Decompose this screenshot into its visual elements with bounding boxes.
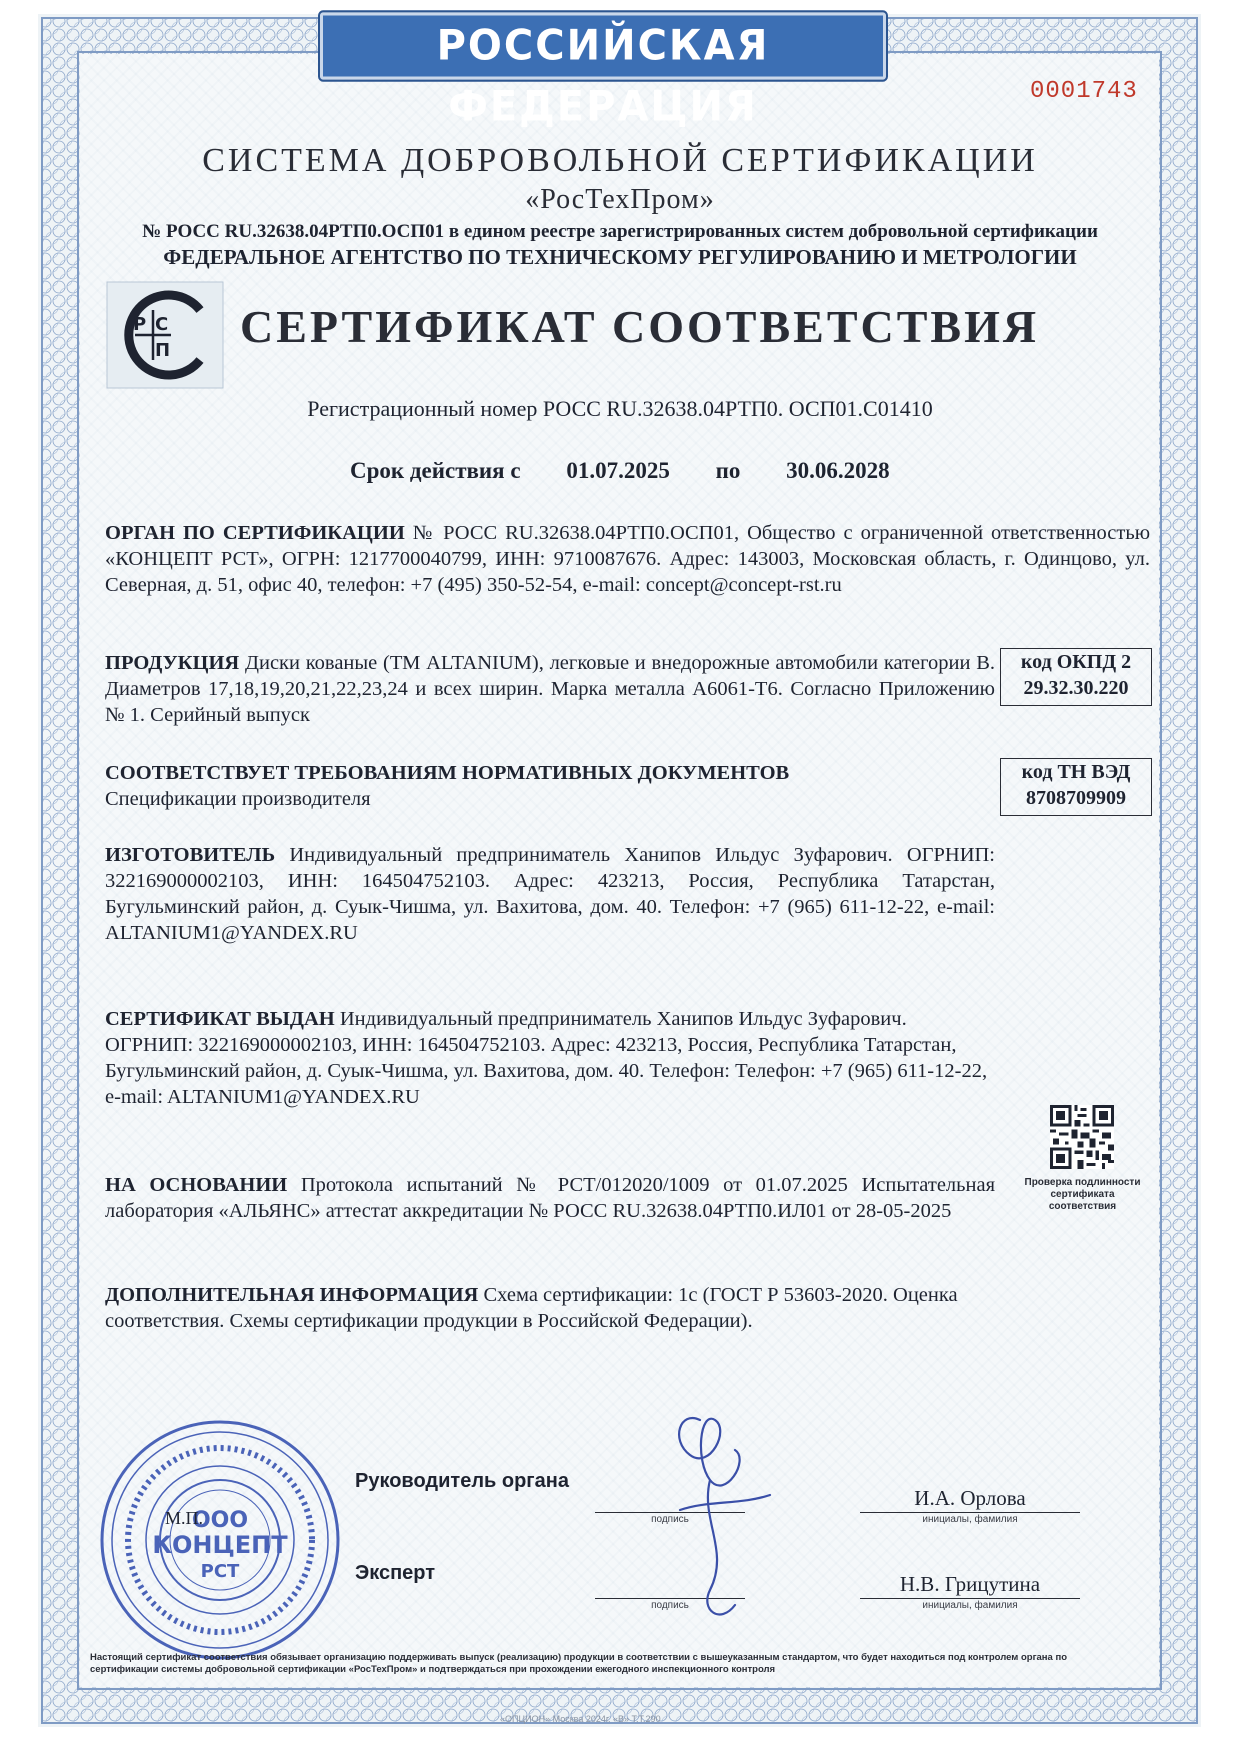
head-name: И.А. Орлова [914, 1486, 1026, 1510]
product-text: Диски кованые (ТМ ALTANIUM), легковые и внедорожные автомобили категории В. Диаметров 17,18,19,20,21,22,23,24 и всех ширин. Марка металла А6061-Т6. Согласно Приложению № 1. Серийный выпуск [105, 652, 995, 726]
system-title: СИСТЕМА ДОБРОВОЛЬНОЙ СЕРТИФИКАЦИИ [202, 142, 1038, 179]
head-role: Руководитель органа [355, 1470, 569, 1492]
additional-section [105, 1282, 995, 1334]
conformity-label: СООТВЕТСТВУЕТ ТРЕБОВАНИЯМ НОРМАТИВНЫХ ДОКУМЕНТОВ [105, 762, 790, 784]
expert-signature-caption: подпись [651, 1600, 689, 1611]
head-name-caption: инициалы, фамилия [922, 1514, 1018, 1525]
footnote: Настоящий сертификат соответствия обязывает организацию поддерживать выпуск (реализацию) продукции в соответствии с вышеуказанным стандартом, что будет находиться под контролем органа по сертификации системы добровольной сертификации «РосТехПром» и подтверждаться при прохождении ежегодного инспекционного контроля [90, 1652, 1068, 1675]
expert-role: Эксперт [355, 1562, 436, 1584]
additional-text: Схема сертификации: 1с (ГОСТ Р 53603-2020. Оценка соответствия. Схемы сертификации продукции в Российской Федерации). [105, 1284, 958, 1332]
qr-code[interactable] [1050, 1105, 1114, 1169]
okpd-box [1000, 648, 1152, 706]
expert-name-caption: инициалы, фамилия [922, 1600, 1018, 1611]
basis-section [105, 1172, 995, 1224]
organ-label: ОРГАН ПО СЕРТИФИКАЦИИ [105, 522, 405, 544]
seal-label: М.П. [165, 1508, 204, 1528]
printer-mark: «ОПЦИОН» Москва 2024г. «В» Т.Т.290 [500, 1714, 661, 1724]
tnved-code: 8708709909 [1026, 787, 1126, 809]
head-name-line [860, 1512, 1080, 1513]
serial-number: 0001743 [1030, 78, 1138, 105]
conformity-text: Спецификации производителя [105, 788, 371, 810]
tnved-box [1000, 758, 1152, 816]
manufacturer-label: ИЗГОТОВИТЕЛЬ [105, 844, 276, 866]
basis-label: НА ОСНОВАНИИ [105, 1174, 288, 1196]
stamp-line-2: КОНЦЕПТ [152, 1531, 288, 1559]
product-label: ПРОДУКЦИЯ [105, 652, 240, 674]
validity-to-label: по [715, 458, 741, 483]
valid-from: 01.07.2025 [566, 458, 670, 483]
stamp-line-3: РСТ [200, 1561, 240, 1582]
registration-number: РОСС RU.32638.04РТП0. ОСП01.С01410 [542, 396, 933, 421]
additional-label: ДОПОЛНИТЕЛЬНАЯ ИНФОРМАЦИЯ [105, 1284, 479, 1306]
stamp-line-1: ООО [191, 1508, 249, 1533]
manufacturer-section [105, 842, 995, 946]
country-banner: РОССИЙСКАЯ ФЕДЕРАЦИЯ [320, 12, 886, 79]
tnved-label: код ТН ВЭД [1021, 761, 1131, 783]
agency-name: ФЕДЕРАЛЬНОЕ АГЕНТСТВО ПО ТЕХНИЧЕСКОМУ РЕГУЛИРОВАНИЮ И МЕТРОЛОГИИ [163, 245, 1077, 269]
conformity-section [105, 760, 995, 812]
okpd-code: 29.32.30.220 [1023, 677, 1129, 699]
logo-letter-p: П [155, 340, 171, 361]
basis-text: Протокола испытаний № РСТ/012020/1009 от 01.07.2025 Испытательная лаборатория «АЛЬЯНС» аттестат аккредитации № РОСС RU.32638.04РТП0.ИЛ01 от 28-05-2025 [105, 1174, 996, 1222]
organ-text: № РОСС RU.32638.04РТП0.ОСП01, Общество с ограниченной ответственностью «КОНЦЕПТ РСТ», ОГРН: 1217700040799, ИНН: 9710087676. Адрес: 143003, Московская область, г. Одинцово, ул. Северная, д. 51, офис 40, телефон: +7 (495) 350-52-54, e-mail: concept@concept-rst.ru [105, 522, 1151, 596]
manufacturer-text: Индивидуальный предприниматель Ханипов Ильдус Зуфарович. ОГРНИП: 322169000002103, ИНН: 164504752103. Адрес: 423213, Россия, Республика Татарстан, Бугульминский район, д. Суык-Чишма, ул. Вахитова, дом. 40. Телефон: +7 (965) 611-12-22, e-mail: ALTANIUM1@YANDEX.RU [105, 844, 996, 944]
registry-line: № РОСС RU.32638.04РТП0.ОСП01 в едином реестре зарегистрированных систем добровольной сертификации [142, 221, 1098, 242]
product-section [105, 650, 995, 728]
issued-to-section [105, 1006, 995, 1110]
validity-label: Срок действия с [350, 458, 521, 483]
valid-to: 30.06.2028 [786, 458, 890, 483]
registration-label: Регистрационный номер [307, 396, 538, 421]
organ-section [105, 520, 1150, 598]
certificate-title: СЕРТИФИКАТ СООТВЕТСТВИЯ [240, 301, 1040, 352]
logo-letter-r: Р [133, 314, 147, 335]
handwritten-signature [640, 1400, 800, 1640]
issued-to-label: СЕРТИФИКАТ ВЫДАН [105, 1008, 335, 1030]
expert-name: Н.В. Грицутина [899, 1572, 1041, 1596]
head-signature-caption: подпись [651, 1514, 689, 1525]
registration-line [100, 396, 1140, 422]
logo-letter-s: С [155, 314, 169, 335]
rst-logo [105, 280, 225, 390]
organization-stamp [95, 1415, 345, 1665]
validity-line [350, 458, 930, 484]
okpd-label: код ОКПД 2 [1020, 651, 1132, 673]
issued-to-text: Индивидуальный предприниматель Ханипов Ильдус Зуфарович. ОГРНИП: 322169000002103, ИНН: 164504752103. Адрес: 423213, Россия, Республика Татарстан, Бугульминский район, д. Суык-Чишма, ул. Вахитова, дом. 40. Телефон: Телефон: +7 (965) 611-12-22, e-mail: ALTANIUM1@YANDEX.RU [105, 1008, 988, 1108]
qr-caption: Проверка подлинности сертификата соответствия [1024, 1177, 1141, 1212]
system-name: «РосТехПром» [525, 184, 715, 215]
expert-name-line [860, 1598, 1080, 1599]
